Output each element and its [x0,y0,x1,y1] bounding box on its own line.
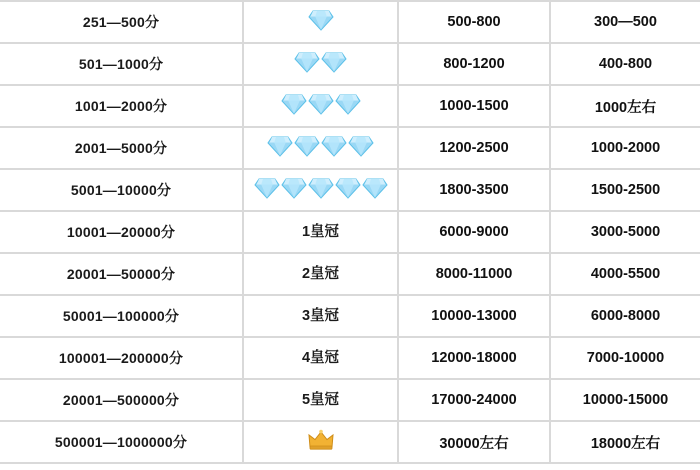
score-range-cell [0,253,243,295]
badge-cell [243,253,398,295]
gem-icon [321,50,347,74]
gem-icon [348,134,374,158]
gem-icon [362,176,388,200]
gem-icon [281,176,307,200]
score-range-cell [0,421,243,463]
value-b-label: 1000-2000 [590,140,661,156]
score-range-label: 501—1000分 [78,56,164,72]
value-a-cell [398,127,550,169]
value-a-label: 8000-11000 [435,266,513,282]
table-row [0,253,700,295]
value-b-label: 400-800 [598,56,653,72]
value-b-cell [550,127,700,169]
value-a-label: 17000-24000 [431,392,517,408]
value-b-label: 18000左右 [590,435,661,452]
score-range-label: 2001—5000分 [74,140,168,156]
badge-cell [243,211,398,253]
score-range-cell [0,379,243,421]
crown-label: 2皇冠 [301,266,340,282]
value-b-cell [550,43,700,85]
value-b-cell [550,379,700,421]
value-b-label: 4000-5500 [590,266,661,282]
value-a-cell [398,337,550,379]
gem-icon [267,134,293,158]
gem-icon [281,92,307,116]
gem-icon [254,176,280,200]
value-a-label: 30000左右 [439,435,509,452]
value-b-label: 3000-5000 [590,224,661,240]
score-range-label: 10001—20000分 [66,224,176,240]
gem-group [281,92,361,116]
value-a-label: 1000-1500 [439,98,509,114]
score-range-cell [0,295,243,337]
value-b-label: 1000左右 [594,99,657,116]
value-a-cell [398,85,550,127]
gem-icon [321,134,347,158]
gem-group [308,8,334,32]
badge-cell [243,379,398,421]
value-b-cell [550,337,700,379]
score-range-label: 251—500分 [82,14,160,30]
gem-group [294,50,347,74]
value-a-label: 800-1200 [443,56,505,72]
value-a-label: 500-800 [447,14,501,30]
value-b-label: 7000-10000 [586,350,665,366]
score-range-cell [0,43,243,85]
table-row [0,295,700,337]
value-a-label: 10000-13000 [431,308,517,324]
badge-cell [243,295,398,337]
value-b-label: 1500-2500 [590,182,661,198]
gem-icon [335,176,361,200]
gem-icon [294,50,320,74]
value-b-cell [550,169,700,211]
score-range-label: 500001—1000000分 [54,434,188,450]
score-range-cell [0,1,243,43]
value-a-label: 1800-3500 [439,182,509,198]
value-b-label: 6000-8000 [590,308,661,324]
gem-icon [308,176,334,200]
crown-label: 4皇冠 [301,350,340,366]
crown-icon [307,428,335,452]
badge-cell [243,85,398,127]
table-row [0,1,700,43]
table-row [0,169,700,211]
score-range-label: 100001—200000分 [58,350,184,366]
value-a-cell [398,421,550,463]
value-b-cell [550,295,700,337]
score-range-cell [0,337,243,379]
value-b-label: 300—500 [594,14,657,30]
value-a-label: 6000-9000 [439,224,509,240]
gem-group [254,176,388,200]
score-range-cell [0,127,243,169]
value-a-label: 12000-18000 [431,350,517,366]
value-b-cell [550,211,700,253]
table-row [0,337,700,379]
score-range-label: 50001—100000分 [62,308,180,324]
badge-cell [243,337,398,379]
score-range-cell [0,85,243,127]
score-range-label: 20001—500000分 [62,392,180,408]
gem-group [267,134,374,158]
value-a-label: 1200-2500 [439,140,509,156]
crown-label: 5皇冠 [301,392,340,408]
score-range-label: 20001—50000分 [66,266,176,282]
table-row [0,379,700,421]
rank-table-body [0,1,700,463]
value-b-cell [550,1,700,43]
table-row [0,43,700,85]
value-b-label: 10000-15000 [582,392,669,408]
value-a-cell [398,379,550,421]
badge-cell [243,43,398,85]
value-a-cell [398,253,550,295]
badge-cell [243,169,398,211]
table-row [0,85,700,127]
crown-label: 1皇冠 [301,224,340,240]
table-row [0,421,700,463]
crown-label: 3皇冠 [301,308,340,324]
value-a-cell [398,43,550,85]
score-range-cell [0,169,243,211]
gem-icon [335,92,361,116]
value-b-cell [550,253,700,295]
score-range-label: 1001—2000分 [74,98,168,114]
score-range-cell [0,211,243,253]
table-row [0,127,700,169]
gem-icon [308,92,334,116]
score-range-label: 5001—10000分 [70,182,172,198]
value-a-cell [398,169,550,211]
badge-cell [243,1,398,43]
gem-icon [308,8,334,32]
badge-cell [243,421,398,463]
value-b-cell [550,85,700,127]
table-row [0,211,700,253]
badge-cell [243,127,398,169]
value-b-cell [550,421,700,463]
value-a-cell [398,211,550,253]
value-a-cell [398,295,550,337]
gem-icon [294,134,320,158]
value-a-cell [398,1,550,43]
